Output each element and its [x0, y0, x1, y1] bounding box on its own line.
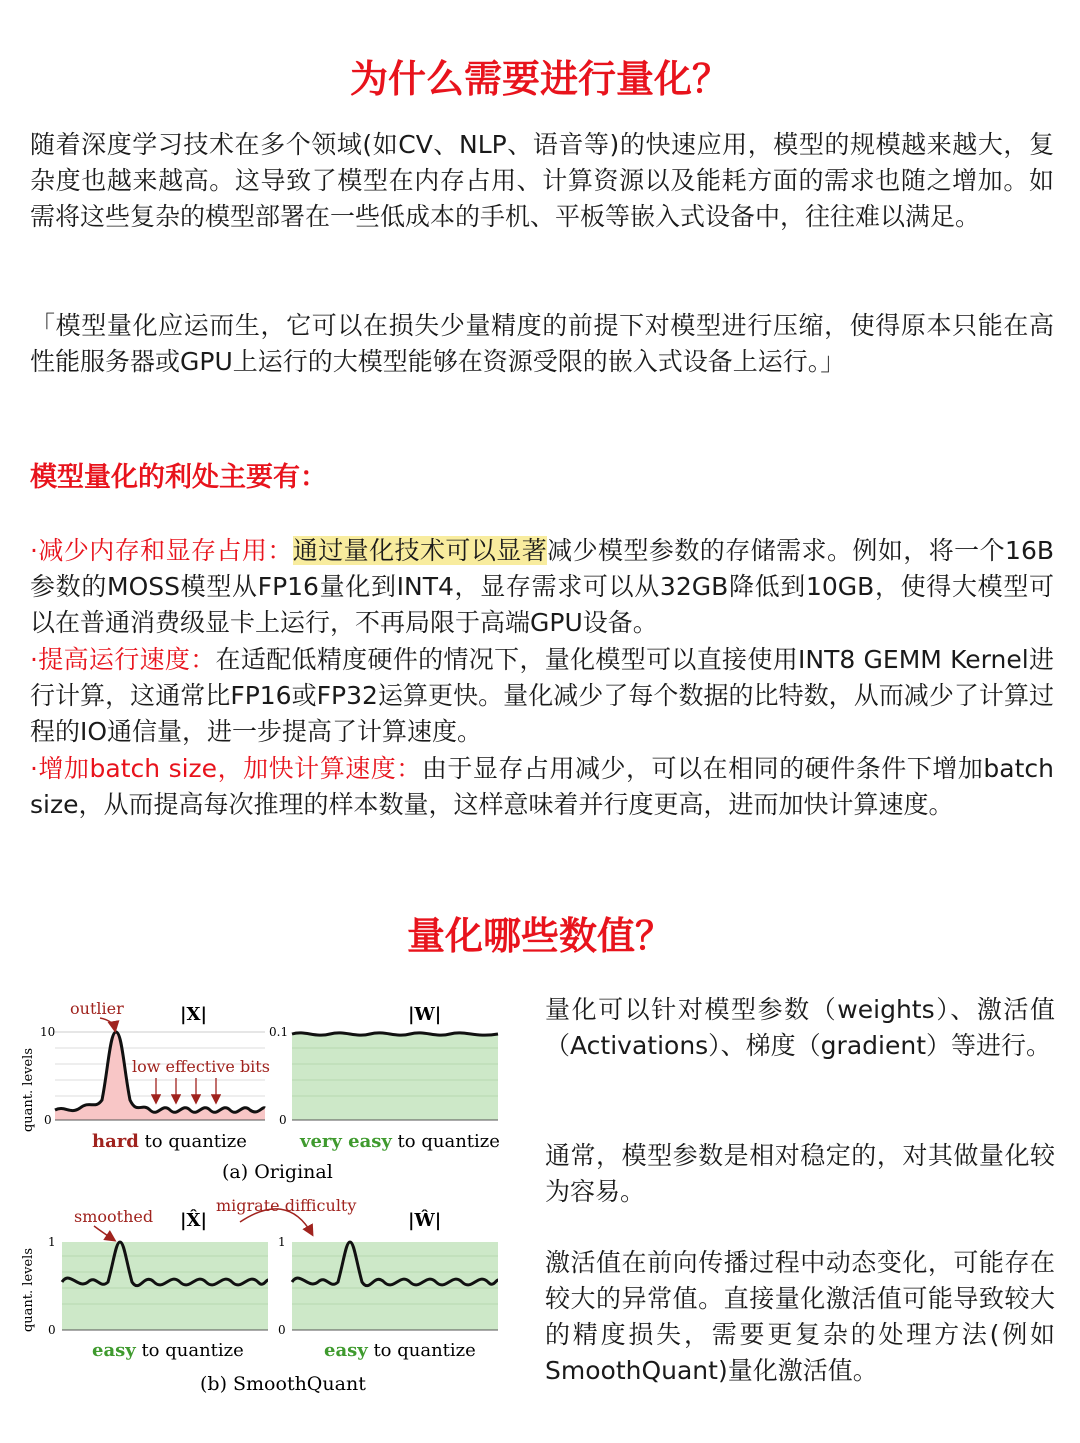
- x-distribution-fill: [55, 1032, 265, 1120]
- caption-b: (b) SmoothQuant: [200, 1373, 366, 1395]
- panel-x-hat: [48, 1207, 268, 1361]
- benefit-text: 在适配低精度硬件的情况下，量化模型可以直接使用INT8 GEMM Kernel进行计算，这通常比FP16或FP32运算更快。量化减少了每个数据的比特数，从而减少了计算过程的IO通信量，进一步提高了计算速度。: [30, 645, 1054, 746]
- quote-paragraph: 「模型量化应运而生，它可以在损失少量精度的前提下对模型进行压缩，使得原本只能在高性能服务器或GPU上运行的大模型能够在资源受限的嵌入式设备上运行。」: [30, 311, 1054, 376]
- what-quantize-caption: easy to quantize: [324, 1340, 476, 1361]
- highlighted-text: 通过量化技术可以显著: [292, 536, 548, 565]
- panel-w-title: |W|: [408, 1004, 442, 1025]
- xhat-quantize-caption: easy to quantize: [92, 1340, 244, 1361]
- intro-paragraph: 随着深度学习技术在多个领域(如CV、NLP、语音等)的快速应用，模型的规模越来越大，复杂度也越来越高。这导致了模型在内存占用、计算资源以及能耗方面的需求也随之增加。如需将这些复杂的模型部署在一些低成本的手机、平板等嵌入式设备中，往往难以满足。: [30, 130, 1054, 231]
- right-paragraph-targets: 量化可以针对模型参数（weights）、激活值（Activations）、梯度（gradient）等进行。: [545, 995, 1055, 1060]
- benefit-item-speed: [30, 642, 1054, 750]
- migrate-difficulty-label: migrate difficulty: [216, 1196, 357, 1215]
- x-ytick-top: 10: [40, 1025, 56, 1039]
- x-quantize-caption: hard to quantize: [92, 1131, 247, 1152]
- outlier-label: outlier: [70, 999, 124, 1018]
- benefit-item-memory: [30, 533, 1054, 641]
- panel-w: [269, 1004, 500, 1152]
- w-quantize-caption: very easy to quantize: [300, 1131, 500, 1152]
- y-axis-label-b: quant. levels: [21, 1247, 36, 1333]
- smoothquant-figure: [20, 990, 520, 1410]
- xhat-ytick-zero: 0: [48, 1323, 56, 1337]
- panel-what-title: |Ŵ|: [408, 1210, 442, 1231]
- w-distribution-fill: [292, 1034, 498, 1120]
- right-paragraph-weights: 通常，模型参数是相对稳定的，对其做量化较为容易。: [545, 1141, 1055, 1206]
- benefit-label: ·增加batch size，加快计算速度：: [30, 754, 422, 783]
- what-ytick-top: 1: [278, 1235, 286, 1249]
- xhat-ytick-top: 1: [48, 1235, 56, 1249]
- panel-xhat-title: |X̂|: [180, 1210, 208, 1231]
- panel-x-title: |X|: [180, 1004, 208, 1025]
- benefit-text: 减少模型参数的存储需求。例如，将一个16B参数的MOSS模型从FP16量化到INT4，显存需求可以从32GB降低到10GB，使得大模型可以在普通消费级显卡上运行，不再局限于高端GPU设备。: [30, 536, 1054, 637]
- x-ytick-zero: 0: [44, 1113, 52, 1127]
- benefit-text: 由于显存占用减少，可以在相同的硬件条件下增加batch size，从而提高每次推理的样本数量，这样意味着并行度更高，进而加快计算速度。: [30, 754, 1054, 819]
- right-paragraph-activations: 激活值在前向传播过程中动态变化，可能存在较大的异常值。直接量化激活值可能导致较大的精度损失，需要更复杂的处理方法(例如SmoothQuant)量化激活值。: [545, 1248, 1055, 1385]
- caption-a: (a) Original: [222, 1161, 333, 1183]
- low-effective-bits-label: low effective bits: [132, 1057, 270, 1076]
- section-title-what-to-quantize: 量化哪些数值？: [406, 914, 673, 958]
- benefits-heading: 模型量化的利处主要有：: [30, 462, 327, 493]
- w-ytick-zero: 0: [279, 1113, 287, 1127]
- what-ytick-zero: 0: [278, 1323, 286, 1337]
- w-distribution-curve: [292, 1033, 498, 1035]
- w-ytick-top: 0.1: [269, 1025, 289, 1039]
- y-axis-label-a: quant. levels: [21, 1047, 36, 1133]
- smoothed-label: smoothed: [74, 1207, 154, 1226]
- page-title-why-quantize: 为什么需要进行量化？: [349, 57, 730, 101]
- benefit-label: ·减少内存和显存占用：: [30, 536, 293, 565]
- panel-x: [40, 999, 270, 1152]
- benefit-label: ·提高运行速度：: [30, 645, 216, 674]
- benefit-item-batch: [30, 751, 1054, 823]
